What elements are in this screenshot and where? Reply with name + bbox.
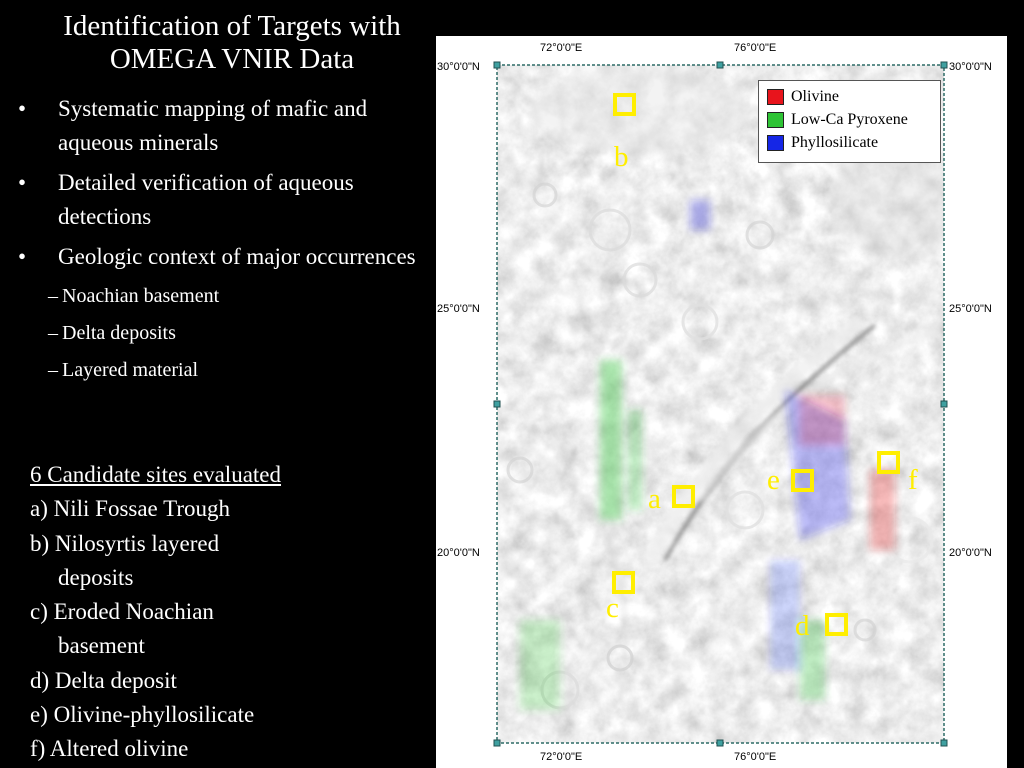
lat-label-left-30: 30°0'0"N: [437, 61, 480, 73]
legend-entry-olivine: [767, 85, 940, 108]
site-label-a: a: [648, 483, 661, 515]
legend-entry-phyllosilicate: [767, 131, 940, 154]
legend-label: Olivine: [791, 88, 839, 105]
sub-bullet-text: Layered material: [62, 359, 199, 381]
terrain-layer: [497, 65, 970, 743]
bullet-glyph: •: [18, 170, 27, 195]
sub-bullet-text: Noachian basement: [62, 285, 220, 307]
site-marker-a: [672, 485, 695, 508]
site-marker-f: [877, 451, 900, 474]
sub-bullet-glyph: –: [48, 359, 58, 381]
legend-label: Phyllosilicate: [791, 134, 879, 151]
site-label-c: c: [606, 592, 619, 624]
lon-label-bottom-72: 72°0'0"E: [540, 751, 583, 763]
site-entry: a) Nili Fossae Trough: [30, 496, 230, 522]
site-marker-e: [791, 469, 814, 492]
site-entry: e) Olivine-phyllosilicate: [30, 702, 255, 728]
sub-bullet-glyph: –: [48, 285, 58, 307]
legend-swatch-pyroxene: [767, 112, 784, 128]
map-legend: [758, 80, 941, 163]
title-line-1: Identification of Targets with: [63, 10, 401, 42]
site-entry: b) Nilosyrtis layered: [30, 530, 220, 556]
legend-swatch-olivine: [767, 89, 784, 105]
site-marker-b: [613, 93, 636, 116]
lon-label-top-72: 72°0'0"E: [540, 42, 583, 54]
site-marker-d: [825, 613, 848, 636]
legend-label: Low-Ca Pyroxene: [791, 111, 908, 128]
lon-label-top-76: 76°0'0"E: [734, 42, 777, 54]
bullet-glyph: •: [18, 96, 27, 121]
lat-label-right-20: 20°0'0"N: [949, 547, 992, 559]
lat-label-right-25: 25°0'0"N: [949, 303, 992, 315]
sub-bullet-glyph: –: [48, 322, 58, 344]
lat-label-right-30: 30°0'0"N: [949, 61, 992, 73]
lat-label-left-20: 20°0'0"N: [437, 547, 480, 559]
site-entry-continuation: deposits: [58, 564, 134, 590]
title-line-2: OMEGA VNIR Data: [109, 43, 355, 75]
site-label-b: b: [614, 141, 629, 173]
bullet-text: Geologic context of major occurrences: [58, 244, 416, 269]
legend-swatch-phyllosilicate: [767, 135, 784, 151]
site-entry: c) Eroded Noachian: [30, 599, 214, 625]
site-marker-c: [612, 571, 635, 594]
lon-label-bottom-76: 76°0'0"E: [734, 751, 777, 763]
lat-label-left-25: 25°0'0"N: [437, 303, 480, 315]
bullet-glyph: •: [18, 244, 27, 269]
site-label-f: f: [908, 464, 918, 496]
site-label-d: d: [795, 610, 810, 642]
sub-bullet-text: Delta deposits: [62, 322, 176, 344]
site-entry-continuation: basement: [58, 633, 145, 659]
legend-entry-low-ca-pyroxene: [767, 108, 940, 131]
site-label-e: e: [767, 464, 780, 496]
site-entry: f) Altered olivine: [30, 736, 189, 762]
bullet-text: Detailed verification of aqueous detections: [58, 170, 354, 229]
sites-header: 6 Candidate sites evaluated: [30, 462, 282, 487]
bullet-text: Systematic mapping of mafic and aqueous minerals: [58, 96, 368, 155]
site-entry: d) Delta deposit: [30, 667, 177, 693]
